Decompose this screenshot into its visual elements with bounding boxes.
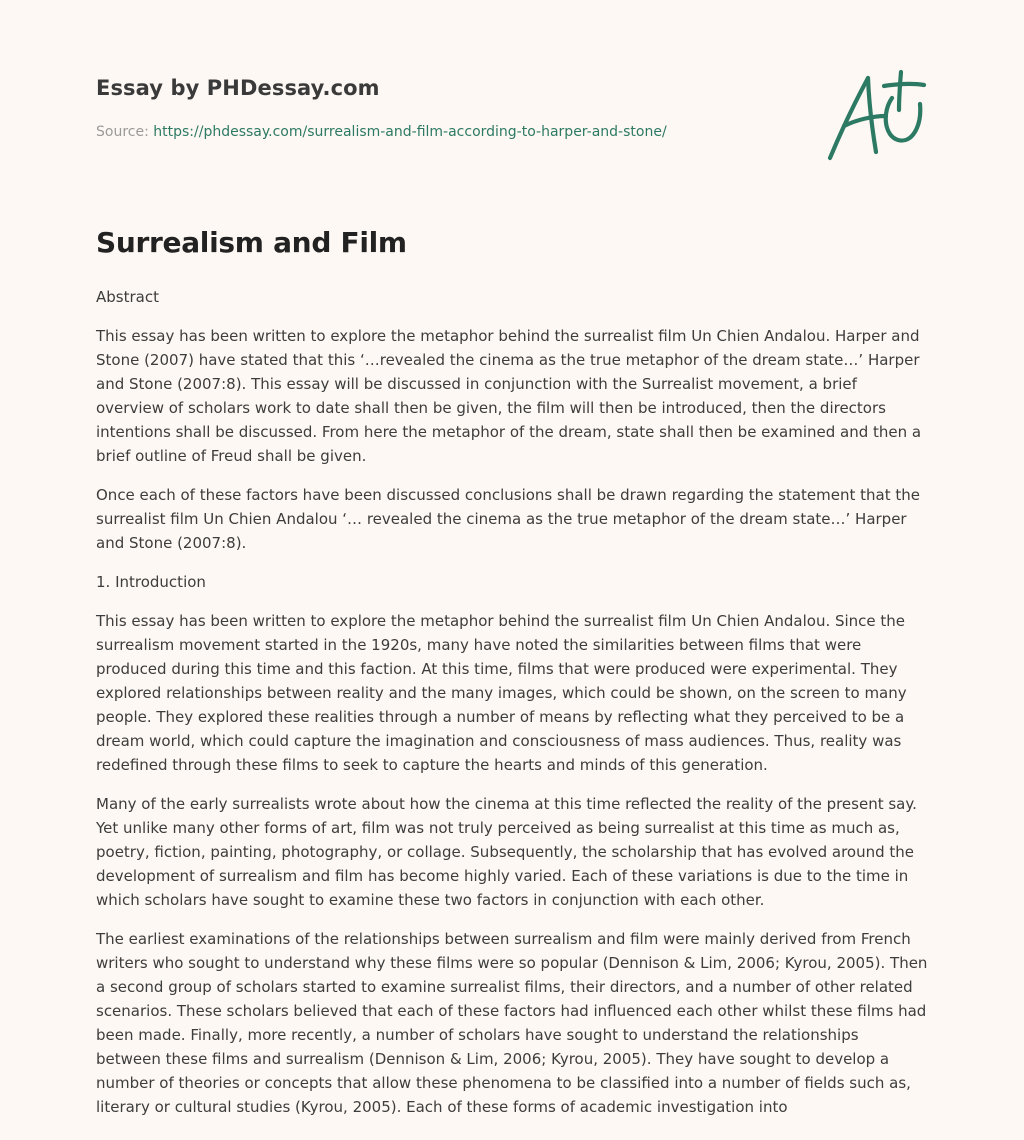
a-plus-logo-icon	[820, 66, 930, 166]
source-line	[96, 124, 667, 140]
section-heading-abstract: Abstract	[96, 288, 159, 306]
paragraph: Once each of these factors have been discussed conclusions shall be drawn regarding the statement that the surrealist film Un Chien Andalou ‘… revealed the cinema as the true metaphor of the dream state…’ Harper and Stone (2007:8).	[96, 486, 920, 552]
paragraph: This essay has been written to explore the metaphor behind the surrealist film Un Chien Andalou. Harper and Stone (2007) have stated that this ‘…revealed the cinema as the true metaphor of the dream state…’ Harper and Stone (2007:8). This essay will be discussed in conjunction with the Surrealist movement, a brief overview of scholars work to date shall then be given, the film will then be introduced, then the directors intentions shall be discussed. From here the metaphor of the dream, state shall then be examined and then a brief outline of Freud shall be given.	[96, 327, 922, 465]
essay-body	[96, 285, 928, 1134]
essay-title: Surrealism and Film	[96, 226, 407, 259]
paragraph: This essay has been written to explore the metaphor behind the surrealist film Un Chien Andalou. Since the surrealism movement started in the 1920s, many have noted the similarities between films that were produced during this time and this faction. At this time, films that were produced were experimental. They explored relationships between reality and the many images, which could be shown, on the screen to many people. They explored these realities through a number of means by reflecting what they perceived to be a dream world, which could capture the imagination and consciousness of mass audiences. Thus, reality was redefined through these films to seek to capture the hearts and minds of this generation.	[96, 612, 907, 774]
site-brand: Essay by PHDessay.com	[96, 76, 380, 100]
paragraph: The earliest examinations of the relationships between surrealism and film were mainly derived from French writers who sought to understand why these films were so popular (Dennison & Lim, 2006; Kyrou, 2005). Then a second group of scholars started to examine surrealist films, their directors, and a number of other related scenarios. These scholars believed that each of these factors had influenced each other whilst these films had been made. Finally, more recently, a number of scholars have sought to understand the relationships between these films and surrealism (Dennison & Lim, 2006; Kyrou, 2005). They have sought to develop a number of theories or concepts that allow these phenomena to be classified into a number of fields such as, literary or cultural studies (Kyrou, 2005). Each of these forms of academic investigation into	[96, 930, 928, 1116]
source-label: Source:	[96, 124, 149, 140]
source-link[interactable]: https://phdessay.com/surrealism-and-film-according-to-harper-and-stone/	[153, 124, 667, 140]
section-heading-introduction: 1. Introduction	[96, 573, 206, 591]
paragraph: Many of the early surrealists wrote about how the cinema at this time reflected the reality of the present say. Yet unlike many other forms of art, film was not truly perceived as being surrealist at this time as much as, poetry, fiction, painting, photography, or collage. Subsequently, the scholarship that has evolved around the development of surrealism and film has become highly varied. Each of these variations is due to the time in which scholars have sought to examine these two factors in conjunction with each other.	[96, 795, 917, 909]
